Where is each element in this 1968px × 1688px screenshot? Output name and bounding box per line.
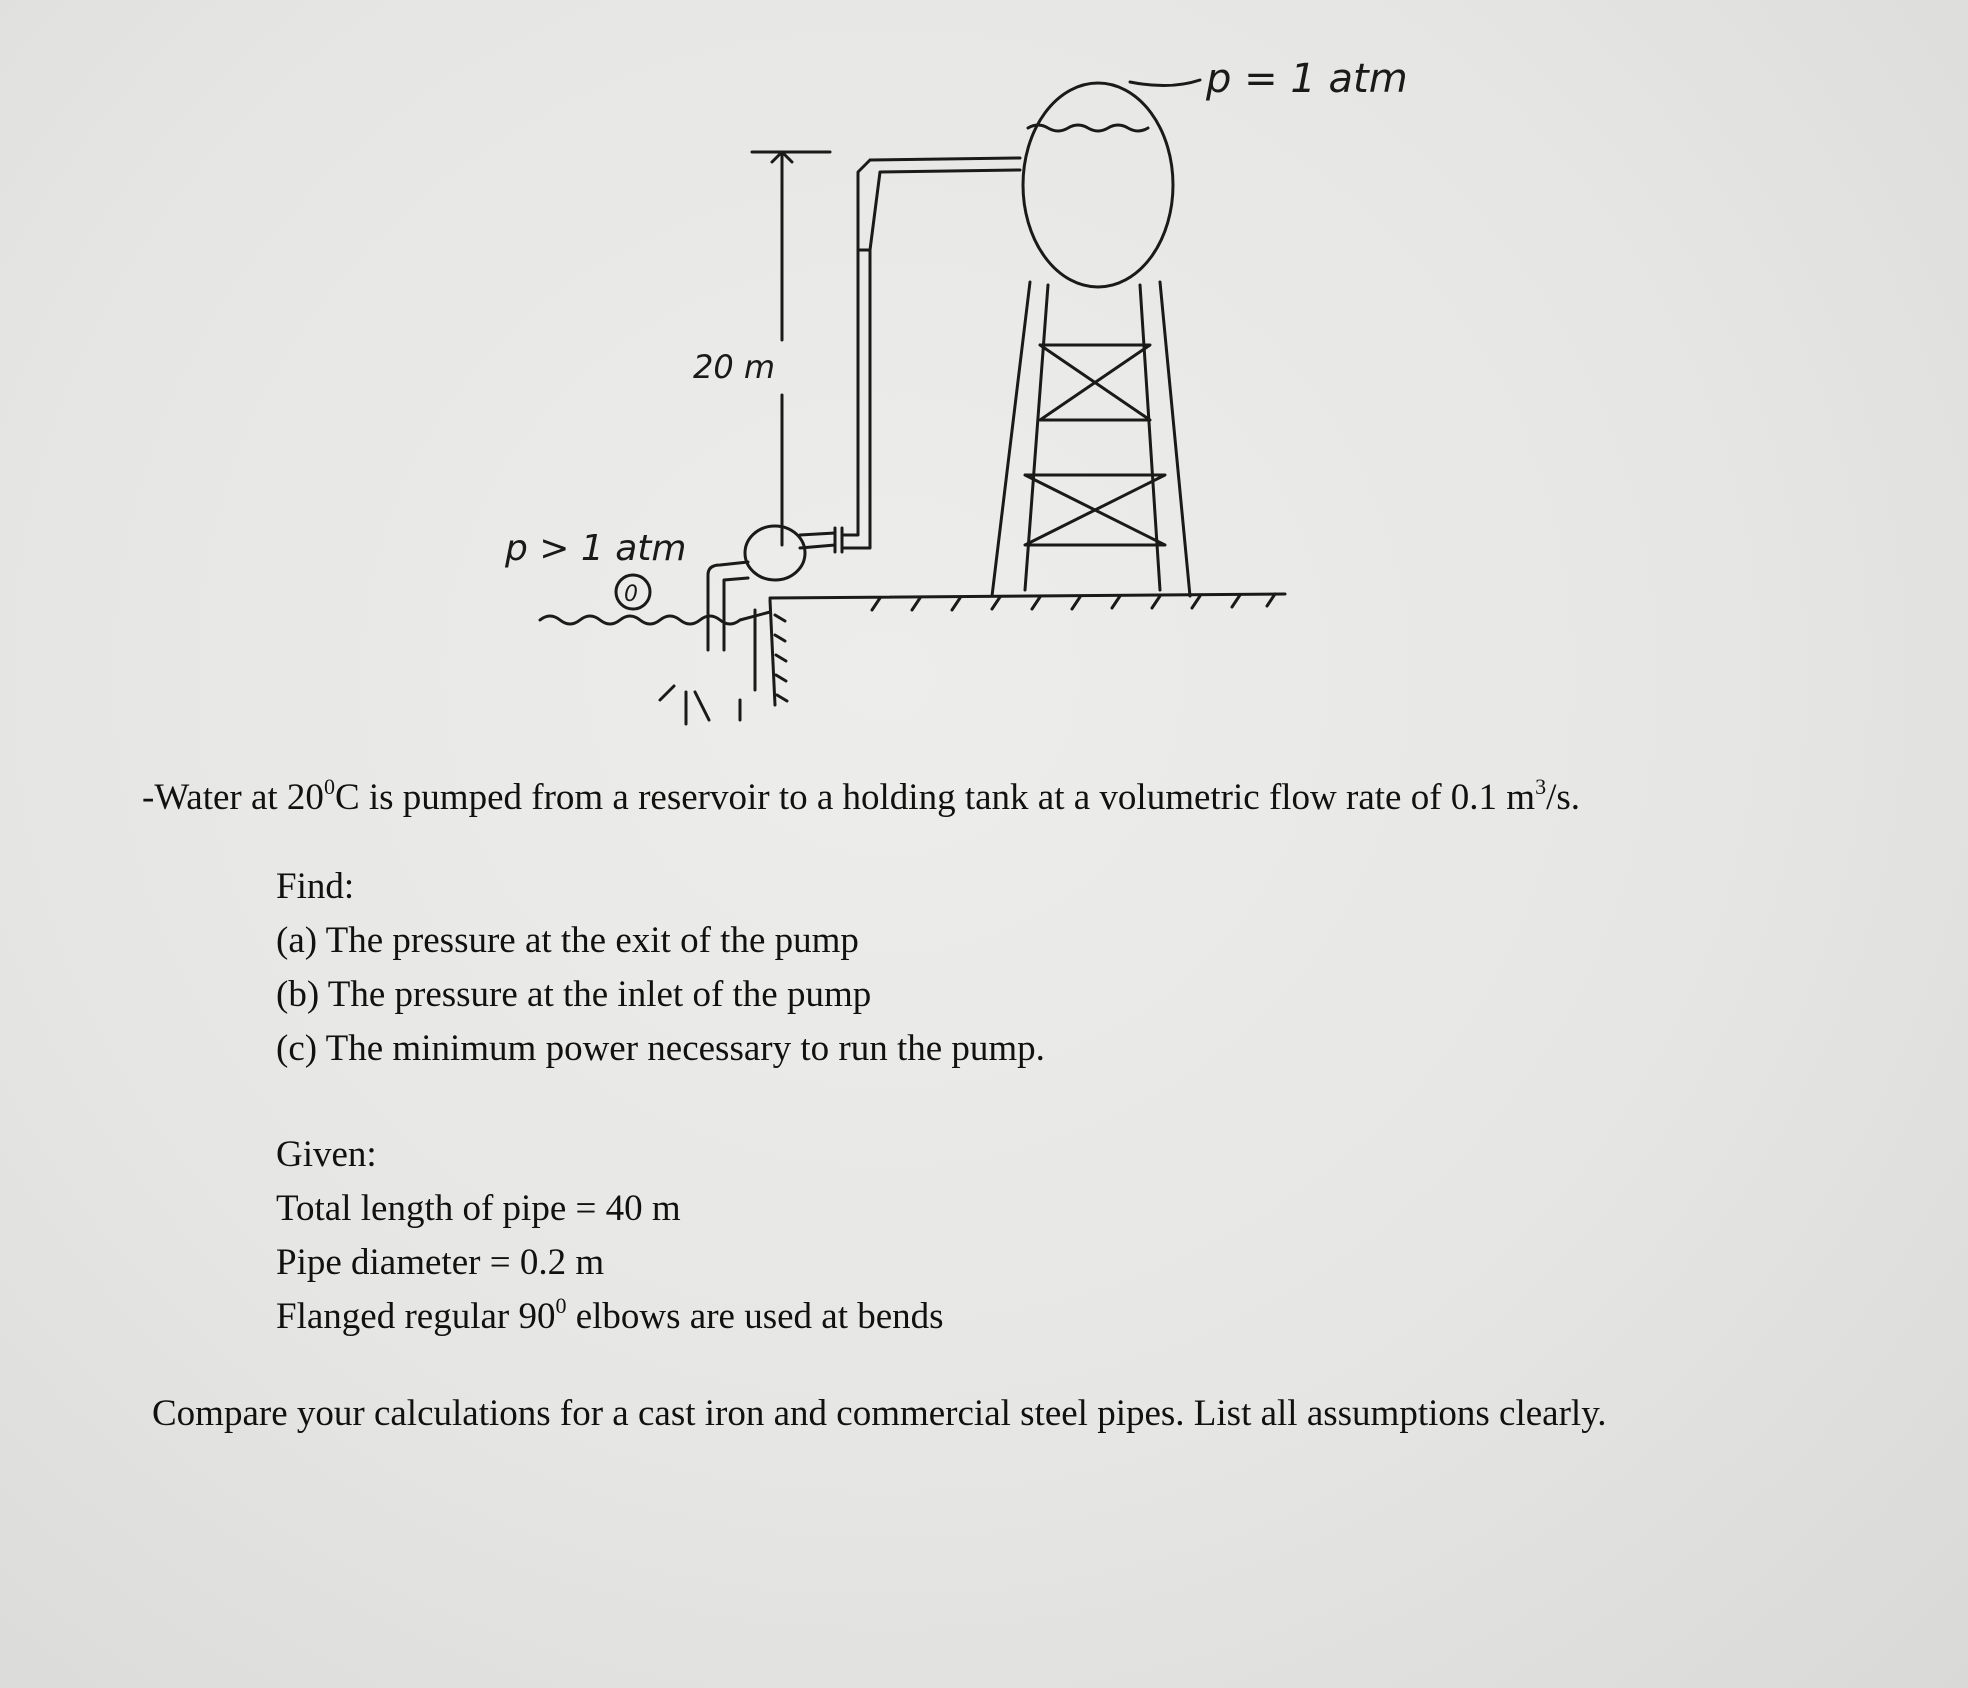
discharge-pipe-low (842, 250, 870, 548)
find-item-a: (a) The pressure at the exit of the pump (276, 920, 859, 961)
problem-text-a: Water at 20 (154, 777, 324, 818)
water-surface (1028, 125, 1148, 131)
holding-tank (1023, 83, 1173, 287)
problem-text-b: C is pumped from a reservoir to a holding tank at a volumetric flow rate of 0.1 m (334, 777, 1536, 818)
inlet-pipe-inner (724, 578, 748, 650)
elbows-degree-superscript: 0 (555, 1293, 567, 1318)
problem-dash: - (142, 777, 155, 818)
given-pipe-diameter: Pipe diameter = 0.2 m (276, 1242, 605, 1283)
ground-line (770, 594, 1285, 598)
discharge-pipe-top (858, 158, 1020, 250)
problem-text-c: /s. (1546, 777, 1581, 818)
tank-pressure-pointer (1130, 80, 1200, 86)
pump-body (745, 526, 805, 580)
height-label: 20 m (693, 348, 776, 386)
given-section (276, 1128, 944, 1344)
find-section (276, 860, 1045, 1076)
given-elbows (276, 1290, 944, 1344)
tank-pressure-label: p = 1 atm (1206, 56, 1408, 102)
reservoir-surface (540, 612, 770, 624)
find-item-c: (c) The minimum power necessary to run the pump. (276, 1028, 1045, 1069)
cube-superscript: 3 (1535, 774, 1547, 799)
given-pipe-length: Total length of pipe = 40 m (276, 1188, 681, 1229)
problem-statement (142, 771, 1580, 825)
given-elbows-text-a: Flanged regular 90 (276, 1296, 556, 1337)
tower-legs (992, 282, 1190, 596)
inlet-pipe (708, 562, 748, 650)
given-heading: Given: (276, 1134, 377, 1175)
compare-instruction: Compare your calculations for a cast iron and commercial steel pipes. List all assumptions clearly. (152, 1393, 1607, 1434)
find-item-b: (b) The pressure at the inlet of the pump (276, 974, 872, 1015)
find-heading: Find: (276, 866, 355, 907)
reservoir-point-label: 0 (624, 582, 638, 607)
given-elbows-text-b: elbows are used at bends (566, 1296, 944, 1337)
reservoir-pressure-label: p > 1 atm (505, 528, 687, 569)
degree-superscript: 0 (323, 774, 335, 799)
tower-brace (1025, 345, 1165, 545)
flow-scribble (660, 686, 740, 724)
well-hatching (775, 615, 787, 701)
